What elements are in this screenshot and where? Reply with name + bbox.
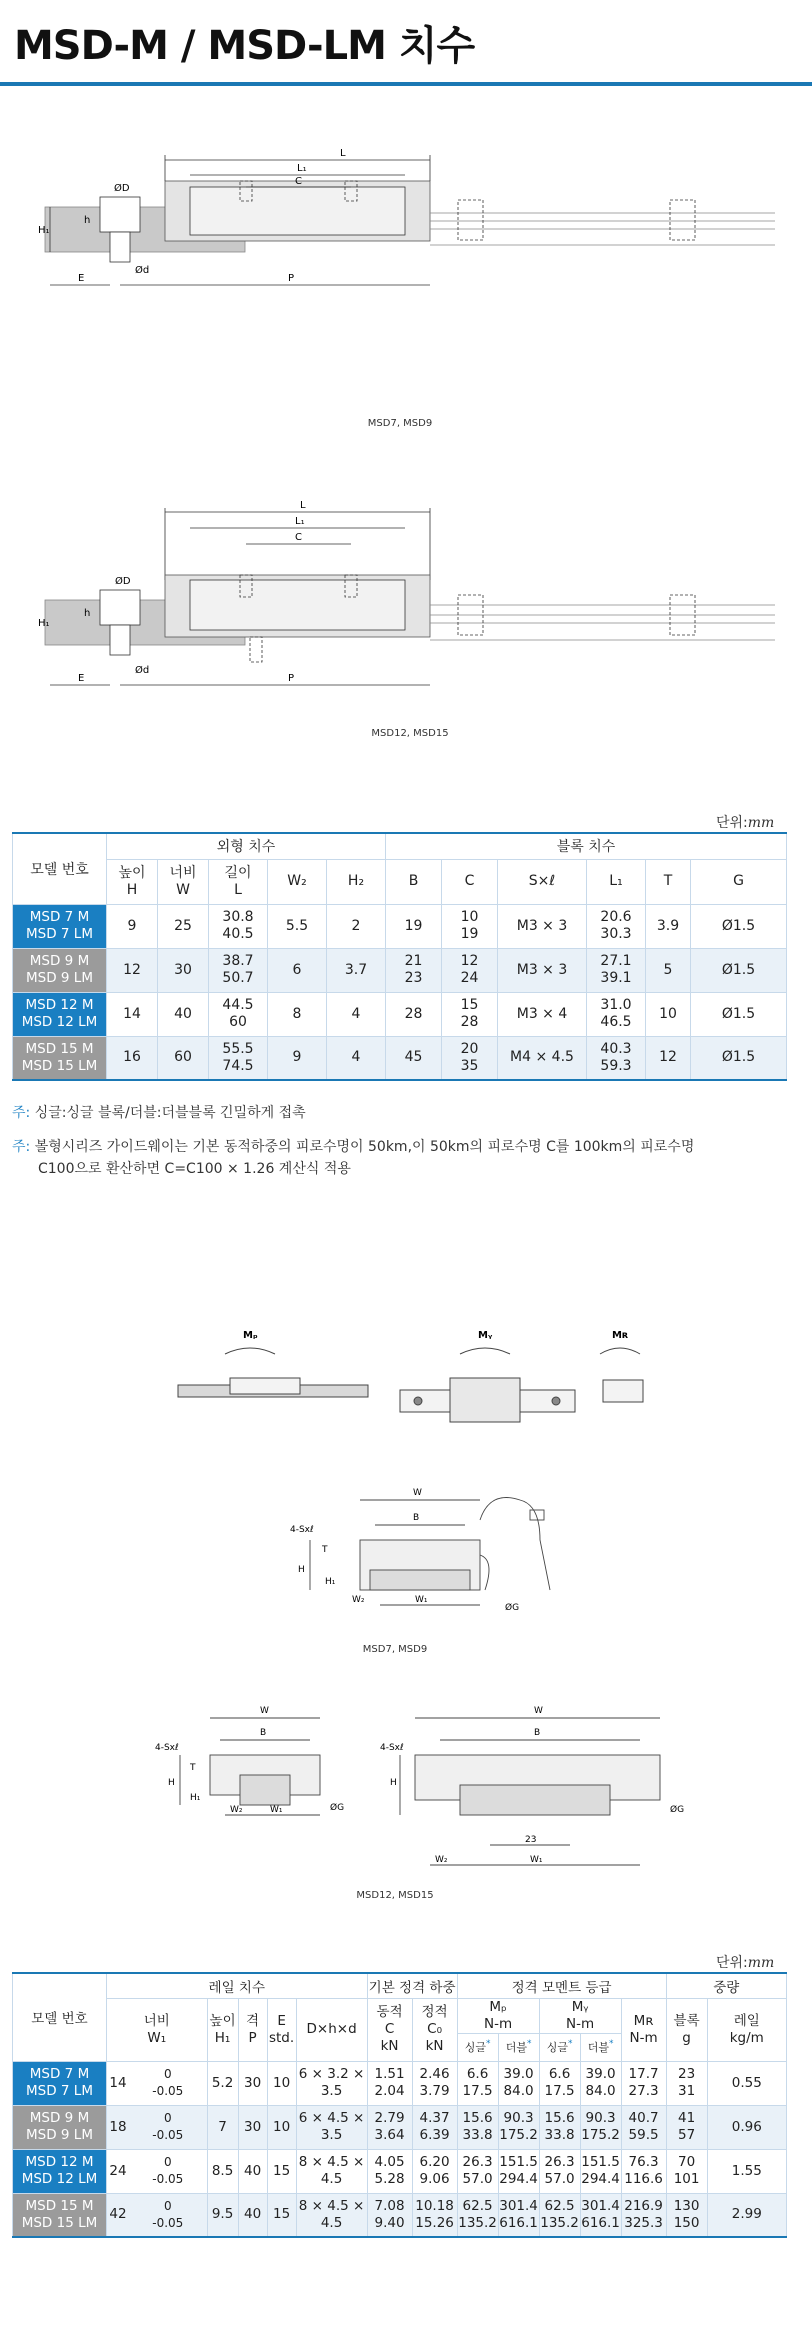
cell: 0.96 — [707, 2105, 786, 2149]
note-1 — [12, 1102, 802, 1124]
rail-front — [370, 1570, 470, 1590]
diagram4-caption: MSD12, MSD15 — [356, 1890, 434, 1901]
dim-W2-right: W₂ — [435, 1855, 448, 1865]
model-cell: MSD 15 M MSD 15 LM — [13, 2193, 107, 2237]
table1-unit: 단위:mm — [716, 815, 775, 831]
cell: 15 28 — [442, 992, 498, 1036]
dim-d: Ød — [135, 265, 150, 276]
mr-label: Mʀ — [612, 1330, 629, 1341]
cell: 18 — [107, 2105, 130, 2149]
cell: 7.08 9.40 — [367, 2193, 412, 2237]
cell: 6 — [268, 948, 327, 992]
header-model: 모델 번호 — [13, 1973, 107, 2061]
cell: 20.6 30.3 — [587, 904, 646, 948]
header-W: 너비 W — [158, 859, 209, 904]
dim-H-right: H — [390, 1778, 397, 1788]
note-mark: 주: — [12, 1105, 31, 1121]
cell: 0.55 — [707, 2061, 786, 2105]
cell: 40.7 59.5 — [621, 2105, 666, 2149]
cell: 3.7 — [327, 948, 386, 992]
cell: 14 — [107, 992, 158, 1036]
dim-h: h — [84, 215, 91, 226]
model-cell: MSD 9 M MSD 9 LM — [13, 2105, 107, 2149]
front-view-diagram-small — [280, 1480, 580, 1640]
model-cell: MSD 15 M MSD 15 LM — [13, 1036, 107, 1080]
dim-T-left: T — [190, 1763, 196, 1773]
mr-arrow — [600, 1348, 640, 1354]
cell: 3.9 — [646, 904, 691, 948]
side-view-diagram-small — [38, 148, 780, 435]
dim-B: B — [413, 1513, 420, 1523]
header-group-moment: 정격 모멘트 등급 — [457, 1973, 666, 1998]
model-cell: MSD 7 M MSD 7 LM — [13, 904, 107, 948]
header-group-load: 기본 정격 하중 — [367, 1973, 457, 1998]
cell: 24 — [107, 2149, 130, 2193]
cell: 15 — [267, 2149, 296, 2193]
table-row — [13, 948, 787, 992]
cell: M4 × 4.5 — [498, 1036, 587, 1080]
tolerance-cell: 0 -0.05 — [129, 2061, 207, 2105]
dim-d: Ød — [135, 665, 150, 676]
dim-L: L — [300, 500, 306, 511]
cell: 1.55 — [707, 2149, 786, 2193]
front-view-diagram-large — [150, 1700, 710, 1880]
my-label: Mᵧ — [478, 1330, 493, 1341]
dim-W: W — [413, 1488, 422, 1498]
dim-23: 23 — [525, 1835, 537, 1845]
dim-h: h — [84, 608, 91, 619]
cell: 17.7 27.3 — [621, 2061, 666, 2105]
header-Dhd: D×h×d — [296, 1998, 367, 2061]
cell: 2.46 3.79 — [412, 2061, 457, 2105]
cell: 10.18 15.26 — [412, 2193, 457, 2237]
cell: 62.5 135.2 — [539, 2193, 580, 2237]
title-rule — [0, 82, 812, 86]
dim-W2-left: W₂ — [230, 1805, 243, 1815]
dim-E: E — [78, 673, 85, 684]
header-W1: 너비 W₁ — [107, 1998, 208, 2061]
cell: 301.4 616.1 — [498, 2193, 539, 2237]
cell: 40 — [158, 992, 209, 1036]
cell: 6 × 3.2 × 3.5 — [296, 2061, 367, 2105]
side-view-diagram-large — [38, 500, 780, 720]
dim-B-left: B — [260, 1728, 267, 1738]
cell: 2.79 3.64 — [367, 2105, 412, 2149]
cell: 4 — [327, 1036, 386, 1080]
model-cell: MSD 12 M MSD 12 LM — [13, 2149, 107, 2193]
cell: 30 — [158, 948, 209, 992]
header-L1: L₁ — [587, 859, 646, 904]
header-my-single: 싱글* — [539, 2033, 580, 2061]
mp-label: Mₚ — [243, 1330, 258, 1341]
dim-Sxl: 4-Sxℓ — [290, 1525, 314, 1535]
cell: 26.3 57.0 — [539, 2149, 580, 2193]
table-row — [13, 2105, 787, 2149]
dim-W1-left: W₁ — [270, 1805, 283, 1815]
table-row — [13, 2149, 787, 2193]
header-model: 모델 번호 — [13, 833, 107, 904]
mp-arrow — [225, 1348, 275, 1354]
dim-D: ØD — [114, 183, 130, 194]
cell: 10 — [267, 2061, 296, 2105]
cell: 2.99 — [707, 2193, 786, 2237]
dim-D: ØD — [115, 576, 131, 587]
cell: 6.6 17.5 — [539, 2061, 580, 2105]
cell: 15.6 33.8 — [457, 2105, 498, 2149]
header-block-weight: 블록 g — [666, 1998, 707, 2061]
dim-H: H — [298, 1565, 305, 1575]
mr-block — [603, 1380, 643, 1402]
header-C: 동적 C kN — [367, 1998, 412, 2061]
dim-W-right: W — [534, 1706, 543, 1716]
header-T: T — [646, 859, 691, 904]
note-text: 볼형시리즈 가이드웨이는 기본 동적하중의 피로수명이 50km,이 50km의 피로수명 C를 100km의 피로수명 — [34, 1139, 695, 1155]
cell: 76.3 116.6 — [621, 2149, 666, 2193]
tolerance-cell: 0 -0.05 — [129, 2193, 207, 2237]
dim-L1: L₁ — [295, 516, 305, 527]
my-arrow — [460, 1348, 510, 1354]
moment-diagrams — [170, 1320, 670, 1440]
header-rail-weight: 레일 kg/m — [707, 1998, 786, 2061]
cell: 40 — [238, 2193, 267, 2237]
dim-E: E — [78, 273, 85, 284]
cell: 60 — [158, 1036, 209, 1080]
note-text-continued: C100으로 환산하면 C=C100 × 1.26 계산식 적용 — [38, 1161, 351, 1177]
cell: 8 × 4.5 × 4.5 — [296, 2149, 367, 2193]
cell: Ø1.5 — [691, 992, 787, 1036]
header-C: C — [442, 859, 498, 904]
my-block — [450, 1378, 520, 1422]
cell: 20 35 — [442, 1036, 498, 1080]
cell: 45 — [386, 1036, 442, 1080]
header-L: 길이 L — [209, 859, 268, 904]
cell: 5.5 — [268, 904, 327, 948]
dim-B-right: B — [534, 1728, 541, 1738]
cell: 10 — [646, 992, 691, 1036]
cell: Ø1.5 — [691, 904, 787, 948]
header-Sxl: S×ℓ — [498, 859, 587, 904]
cell: 9.5 — [207, 2193, 238, 2237]
cell: 1.51 2.04 — [367, 2061, 412, 2105]
dim-C: C — [295, 176, 302, 187]
cell: 5.2 — [207, 2061, 238, 2105]
cell: Ø1.5 — [691, 1036, 787, 1080]
cell: 27.1 39.1 — [587, 948, 646, 992]
cell: M3 × 4 — [498, 992, 587, 1036]
cell: 90.3 175.2 — [498, 2105, 539, 2149]
table-row — [13, 2193, 787, 2237]
cell: M3 × 3 — [498, 948, 587, 992]
cell: 6.20 9.06 — [412, 2149, 457, 2193]
header-B: B — [386, 859, 442, 904]
cell: 8.5 — [207, 2149, 238, 2193]
cell: 39.0 84.0 — [498, 2061, 539, 2105]
cell: 19 — [386, 904, 442, 948]
dim-P: P — [288, 673, 295, 684]
cell: 44.5 60 — [209, 992, 268, 1036]
header-P: 격 P — [238, 1998, 267, 2061]
cell: 90.3 175.2 — [580, 2105, 621, 2149]
header-H2: H₂ — [327, 859, 386, 904]
header-W2: W₂ — [268, 859, 327, 904]
header-group-rail: 레일 치수 — [107, 1973, 368, 1998]
header-mp-double: 더블* — [498, 2033, 539, 2061]
table-row — [13, 2061, 787, 2105]
cell: 70 101 — [666, 2149, 707, 2193]
cell: 26.3 57.0 — [457, 2149, 498, 2193]
note-2 — [12, 1136, 802, 1180]
table-row — [13, 1036, 787, 1080]
cell: 2 — [327, 904, 386, 948]
header-mp-single: 싱글* — [457, 2033, 498, 2061]
model-cell: MSD 12 M MSD 12 LM — [13, 992, 107, 1036]
header-group-weight: 중량 — [666, 1973, 786, 1998]
dim-H-left: H — [168, 1778, 175, 1788]
note-text: 싱글:싱글 블록/더블:더블블록 긴밀하게 접촉 — [34, 1105, 306, 1121]
cell: 25 — [158, 904, 209, 948]
cell: 6 × 4.5 × 3.5 — [296, 2105, 367, 2149]
cell: 4.05 5.28 — [367, 2149, 412, 2193]
header-H: 높이 H — [107, 859, 158, 904]
header-E: E std. — [267, 1998, 296, 2061]
cell: 23 31 — [666, 2061, 707, 2105]
table2-unit: 단위:mm — [716, 1955, 775, 1971]
diagram3-caption: MSD7, MSD9 — [362, 1644, 428, 1655]
cell: 130 150 — [666, 2193, 707, 2237]
header-My: Mᵧ N-m — [539, 1998, 621, 2033]
cell: 12 — [646, 1036, 691, 1080]
dim-G-right: ØG — [670, 1805, 685, 1815]
cell: 40 — [238, 2149, 267, 2193]
cell: 10 19 — [442, 904, 498, 948]
dim-H1: H₁ — [325, 1577, 336, 1587]
cell: 9 — [268, 1036, 327, 1080]
cell: 151.5 294.4 — [498, 2149, 539, 2193]
cell: 10 — [267, 2105, 296, 2149]
diagram1-caption: MSD7, MSD9 — [367, 418, 433, 429]
cell: M3 × 3 — [498, 904, 587, 948]
cell: 28 — [386, 992, 442, 1036]
header-group-block: 블록 치수 — [386, 833, 787, 859]
table-row — [13, 904, 787, 948]
cell: 39.0 84.0 — [580, 2061, 621, 2105]
table-row — [13, 992, 787, 1036]
dim-Sxl-right: 4-Sxℓ — [380, 1743, 404, 1753]
cell: 55.5 74.5 — [209, 1036, 268, 1080]
dim-W2: W₂ — [352, 1595, 365, 1605]
cell: 21 23 — [386, 948, 442, 992]
dim-W1-right: W₁ — [530, 1855, 543, 1865]
cell: 30 — [238, 2061, 267, 2105]
note-mark: 주: — [12, 1139, 31, 1155]
cell: 62.5 135.2 — [457, 2193, 498, 2237]
header-Mr: Mʀ N-m — [621, 1998, 666, 2061]
tolerance-cell: 0 -0.05 — [129, 2105, 207, 2149]
cell: 8 — [268, 992, 327, 1036]
rail-load-table — [12, 1972, 787, 2238]
dim-W1: W₁ — [415, 1595, 428, 1605]
cell: 5 — [646, 948, 691, 992]
dim-Sxl-left: 4-Sxℓ — [155, 1743, 179, 1753]
cell: 7 — [207, 2105, 238, 2149]
dim-L: L — [340, 148, 346, 159]
cell: 15.6 33.8 — [539, 2105, 580, 2149]
cell: 6.6 17.5 — [457, 2061, 498, 2105]
cell: 9 — [107, 904, 158, 948]
dim-H1-left: H₁ — [190, 1793, 201, 1803]
dim-H1: H₁ — [38, 225, 50, 236]
cell: 30.8 40.5 — [209, 904, 268, 948]
cell: 42 — [107, 2193, 130, 2237]
dim-G: ØG — [505, 1603, 520, 1613]
cell: 16 — [107, 1036, 158, 1080]
page-title: MSD-M / MSD-LM 치수 — [14, 23, 475, 69]
cell: 301.4 616.1 — [580, 2193, 621, 2237]
cell: 12 — [107, 948, 158, 992]
dim-T: T — [322, 1545, 328, 1555]
header-H1: 높이 H₁ — [207, 1998, 238, 2061]
cell: 4.37 6.39 — [412, 2105, 457, 2149]
dim-P: P — [288, 273, 295, 284]
cell: Ø1.5 — [691, 948, 787, 992]
dim-G-left: ØG — [330, 1803, 345, 1813]
block-dimension-table — [12, 832, 787, 1081]
diagram2-caption: MSD12, MSD15 — [371, 728, 449, 739]
cell: 151.5 294.4 — [580, 2149, 621, 2193]
header-group-outer: 외형 치수 — [107, 833, 386, 859]
cell: 15 — [267, 2193, 296, 2237]
cell: 216.9 325.3 — [621, 2193, 666, 2237]
mp-block — [230, 1378, 300, 1394]
header-G: G — [691, 859, 787, 904]
dim-W-left: W — [260, 1706, 269, 1716]
cell: 30 — [238, 2105, 267, 2149]
tolerance-cell: 0 -0.05 — [129, 2149, 207, 2193]
cell: 41 57 — [666, 2105, 707, 2149]
dim-L1: L₁ — [297, 163, 307, 174]
cell: 40.3 59.3 — [587, 1036, 646, 1080]
dim-C: C — [295, 532, 302, 543]
model-cell: MSD 7 M MSD 7 LM — [13, 2061, 107, 2105]
dim-H1: H₁ — [38, 618, 50, 629]
cell: 14 — [107, 2061, 130, 2105]
cell: 8 × 4.5 × 4.5 — [296, 2193, 367, 2237]
model-cell: MSD 9 M MSD 9 LM — [13, 948, 107, 992]
cell: 12 24 — [442, 948, 498, 992]
header-my-double: 더블* — [580, 2033, 621, 2061]
header-Mp: Mₚ N-m — [457, 1998, 539, 2033]
cell: 31.0 46.5 — [587, 992, 646, 1036]
cell: 4 — [327, 992, 386, 1036]
cell: 38.7 50.7 — [209, 948, 268, 992]
header-C0: 정적 C₀ kN — [412, 1998, 457, 2061]
